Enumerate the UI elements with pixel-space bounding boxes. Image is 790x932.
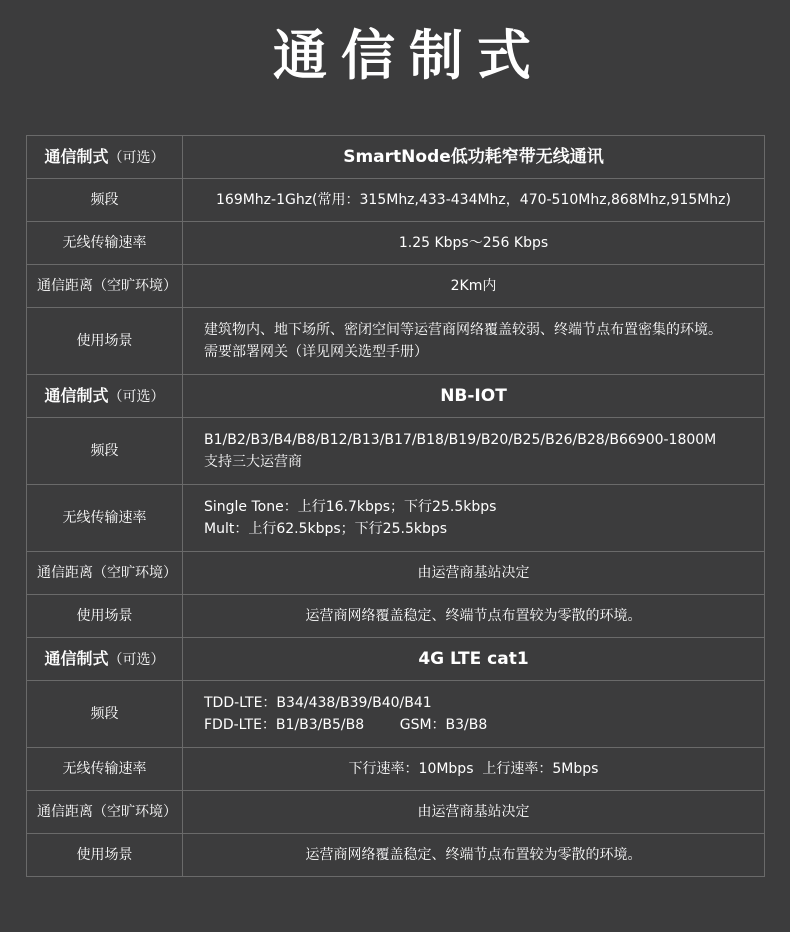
table-row [27,222,765,265]
table-row [27,179,765,222]
table-row [27,418,765,485]
table-row [27,552,765,595]
table-row [27,485,765,552]
row-label: 通信距离（空旷环境） [27,265,183,308]
row-value: TDD-LTE：B34/438/B39/B40/B41 FDD-LTE：B1/B3/B5/B8 GSM：B3/B8 [183,681,765,748]
table-row [27,265,765,308]
table-row [27,308,765,375]
section-header-value: SmartNode低功耗窄带无线通讯 [183,136,765,179]
section-header-value: 4G LTE cat1 [183,638,765,681]
row-value: 2Km内 [183,265,765,308]
row-label: 频段 [27,681,183,748]
row-value: 建筑物内、地下场所、密闭空间等运营商网络覆盖较弱、终端节点布置密集的环境。 需要部署网关（详见网关选型手册） [183,308,765,375]
row-label: 无线传输速率 [27,485,183,552]
row-value: 1.25 Kbps～256 Kbps [183,222,765,265]
row-label: 无线传输速率 [27,222,183,265]
row-label: 频段 [27,179,183,222]
row-label: 通信距离（空旷环境） [27,791,183,834]
row-value: 169Mhz-1Ghz(常用：315Mhz,433-434Mhz，470-510Mhz,868Mhz,915Mhz) [183,179,765,222]
section-header-value: NB-IOT [183,375,765,418]
section-header-label: 通信制式（可选） [27,136,183,179]
row-value: B1/B2/B3/B4/B8/B12/B13/B17/B18/B19/B20/B25/B26/B28/B66900-1800M 支持三大运营商 [183,418,765,485]
row-value: 由运营商基站决定 [183,791,765,834]
row-label: 通信距离（空旷环境） [27,552,183,595]
row-value: 由运营商基站决定 [183,552,765,595]
section-header-row [27,638,765,681]
row-value: 下行速率：10Mbps 上行速率：5Mbps [183,748,765,791]
row-label: 使用场景 [27,308,183,375]
table-row [27,791,765,834]
row-value: Single Tone：上行16.7kbps；下行25.5kbps Mult：上行62.5kbps；下行25.5kbps [183,485,765,552]
table-row [27,681,765,748]
spec-table [26,135,765,877]
page-title: 通信制式 [273,24,545,87]
row-value: 运营商网络覆盖稳定、终端节点布置较为零散的环境。 [183,595,765,638]
table-row [27,748,765,791]
section-header-row [27,136,765,179]
row-label: 使用场景 [27,834,183,877]
section-header-row [27,375,765,418]
table-row [27,834,765,877]
section-header-label: 通信制式（可选） [27,638,183,681]
row-label: 无线传输速率 [27,748,183,791]
row-label: 频段 [27,418,183,485]
table-row [27,595,765,638]
section-header-label: 通信制式（可选） [27,375,183,418]
row-label: 使用场景 [27,595,183,638]
row-value: 运营商网络覆盖稳定、终端节点布置较为零散的环境。 [183,834,765,877]
